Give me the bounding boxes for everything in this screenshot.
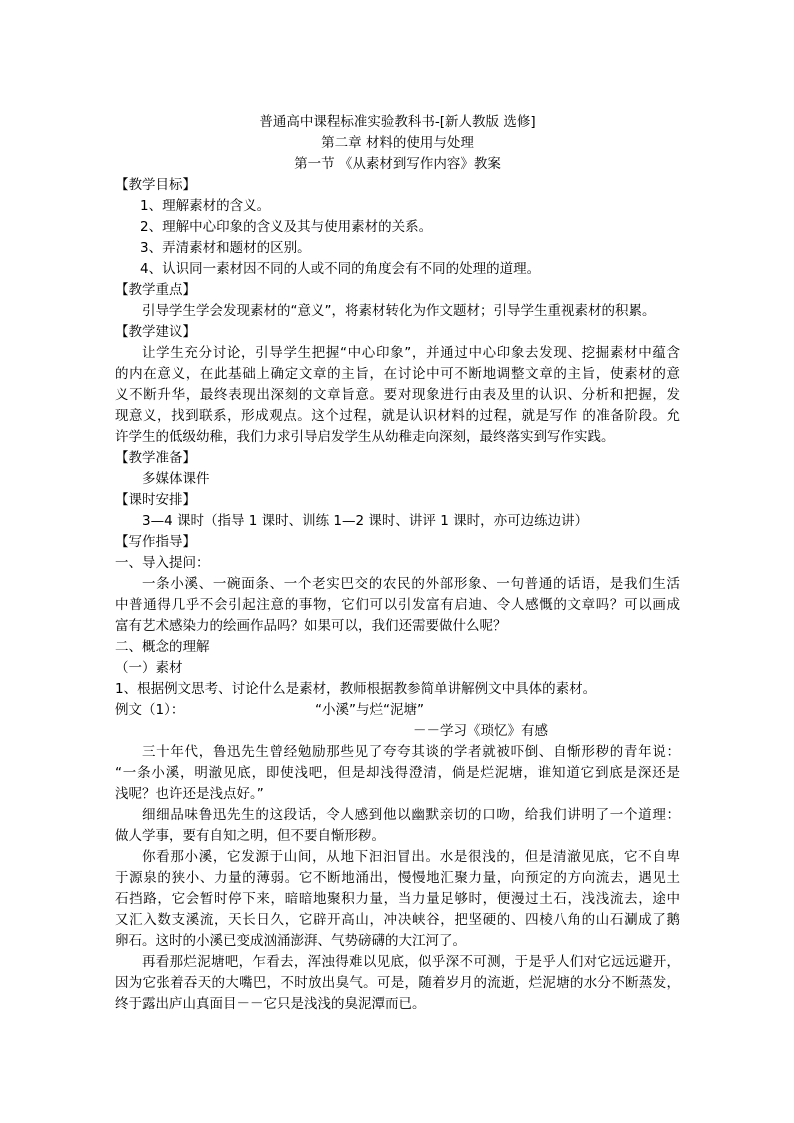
suggest-line: 现意义，找到联系，形成观点。这个过程，就是认识材料的过程，就是写作 的准备阶段。允: [115, 408, 680, 424]
essay-line: 石挡路，它会暂时停下来，暗暗地聚积力量，当力量足够时，便漫过土石，浅浅流去，途中: [115, 891, 680, 907]
subsection-title: （一）素材: [115, 660, 183, 676]
prep-heading: 【教学准备】: [115, 450, 196, 466]
goal-item: 4、认识同一素材因不同的人或不同的角度会有不同的处理的道理。: [140, 261, 541, 277]
schedule-text: 3—4 课时（指导 1 课时、训练 1—2 课时、讲评 1 课时，亦可边练边讲）: [142, 513, 589, 529]
key-heading: 【教学重点】: [115, 282, 196, 298]
guide-heading: 【写作指导】: [115, 534, 196, 550]
suggest-line: 义不断升华，最终表现出深刻的文章旨意。要对现象进行由表及里的认识、分析和把握，发: [115, 387, 680, 403]
key-text: 引导学生学会发现素材的“意义”，将素材转化为作文题材；引导学生重视素材的积累。: [142, 303, 656, 319]
essay-line: 你看那小溪，它发源于山间，从地下汩汩冒出。水是很浅的，但是清澈见底，它不自卑: [142, 849, 680, 865]
essay-line: 细细品味鲁迅先生的这段话，令人感到他以幽默亲切的口吻，给我们讲明了一个道理：: [142, 807, 680, 823]
section-one-title: 一、导入提问：: [115, 555, 210, 571]
essay-line: 终于露出庐山真面目－－它只是浅浅的臭泥潭而已。: [115, 996, 426, 1012]
intro-line: 一条小溪、一碗面条、一个老实巴交的农民的外部形象、一句普通的话语，是我们生活: [142, 576, 680, 592]
sample-subtitle: －－学习《琐忆》有感: [413, 723, 548, 739]
essay-line: 卵石。这时的小溪已变成汹涌澎湃、气势磅礴的大江河了。: [115, 933, 466, 949]
doc-title-textbook: 普通高中课程标准实验教科书-[新人教版 选修]: [259, 114, 536, 130]
suggest-line: 许学生的低级幼稚，我们力求引导启发学生从幼稚走向深刻，最终落实到写作实践。: [115, 429, 615, 445]
item-text: 1、根据例文思考、讨论什么是素材，教师根据教参简单讲解例文中具体的素材。: [115, 681, 597, 697]
essay-line: 又汇入数支溪流，天长日久，它辟开高山，冲决峡谷，把坚硬的、四棱八角的山石涮成了鹅: [115, 912, 680, 928]
suggest-heading: 【教学建议】: [115, 324, 196, 340]
essay-line: 于源泉的狭小、力量的薄弱。它不断地涌出，慢慢地汇聚力量，向预定的方向流去，遇见土: [115, 870, 680, 886]
sample-label: 例文（1）：: [115, 702, 185, 718]
intro-line: 富有艺术感染力的绘画作品吗？如果可以，我们还需要做什么呢？: [115, 618, 507, 634]
doc-title-section: 第一节 《从素材到写作内容》教案: [294, 156, 501, 172]
essay-line: 再看那烂泥塘吧，乍看去，浑浊得难以见底，似乎深不可测，于是乎人们对它远远避开，: [142, 954, 680, 970]
doc-title-chapter: 第二章 材料的使用与处理: [321, 135, 474, 151]
sample-title: “小溪”与烂“泥塘”: [315, 702, 424, 718]
sample-title-row: [115, 700, 680, 721]
suggest-line: 让学生充分讨论，引导学生把握“中心印象”，并通过中心印象去发现、挖掘素材中蕴含: [142, 345, 680, 361]
goal-item: 2、理解中心印象的含义及其与使用素材的关系。: [140, 219, 433, 235]
suggest-line: 的内在意义，在此基础上确定文章的主旨，在讨论中可不断地调整文章的主旨，使素材的意: [115, 366, 680, 382]
goals-heading: 【教学目标】: [115, 177, 196, 193]
essay-line: “一条小溪，明澈见底，即使浅吧，但是却浅得澄清，倘是烂泥塘，谁知道它到底是深还是: [115, 765, 680, 781]
essay-line: 浅呢？也许还是浅点好。”: [115, 786, 264, 802]
essay-line: 三十年代，鲁迅先生曾经勉励那些见了夸夸其谈的学者就被吓倒、自惭形秽的青年说：: [142, 744, 680, 760]
goal-item: 1、理解素材的含义。: [140, 198, 271, 214]
document-body: [115, 112, 680, 1015]
essay-line: 因为它张着吞天的大嘴巴，不时放出臭气。可是，随着岁月的流逝，烂泥塘的水分不断蒸发，: [115, 975, 680, 991]
goal-item: 3、弄清素材和题材的区别。: [140, 240, 311, 256]
section-two-title: 二、概念的理解: [115, 639, 210, 655]
essay-line: 做人学事，要有自知之明，但不要自惭形秽。: [115, 828, 385, 844]
intro-line: 中普通得几乎不会引起注意的事物，它们可以引发富有启迪、令人感慨的文章吗？可以画成: [115, 597, 680, 613]
schedule-heading: 【课时安排】: [115, 492, 196, 508]
prep-text: 多媒体课件: [142, 471, 210, 487]
